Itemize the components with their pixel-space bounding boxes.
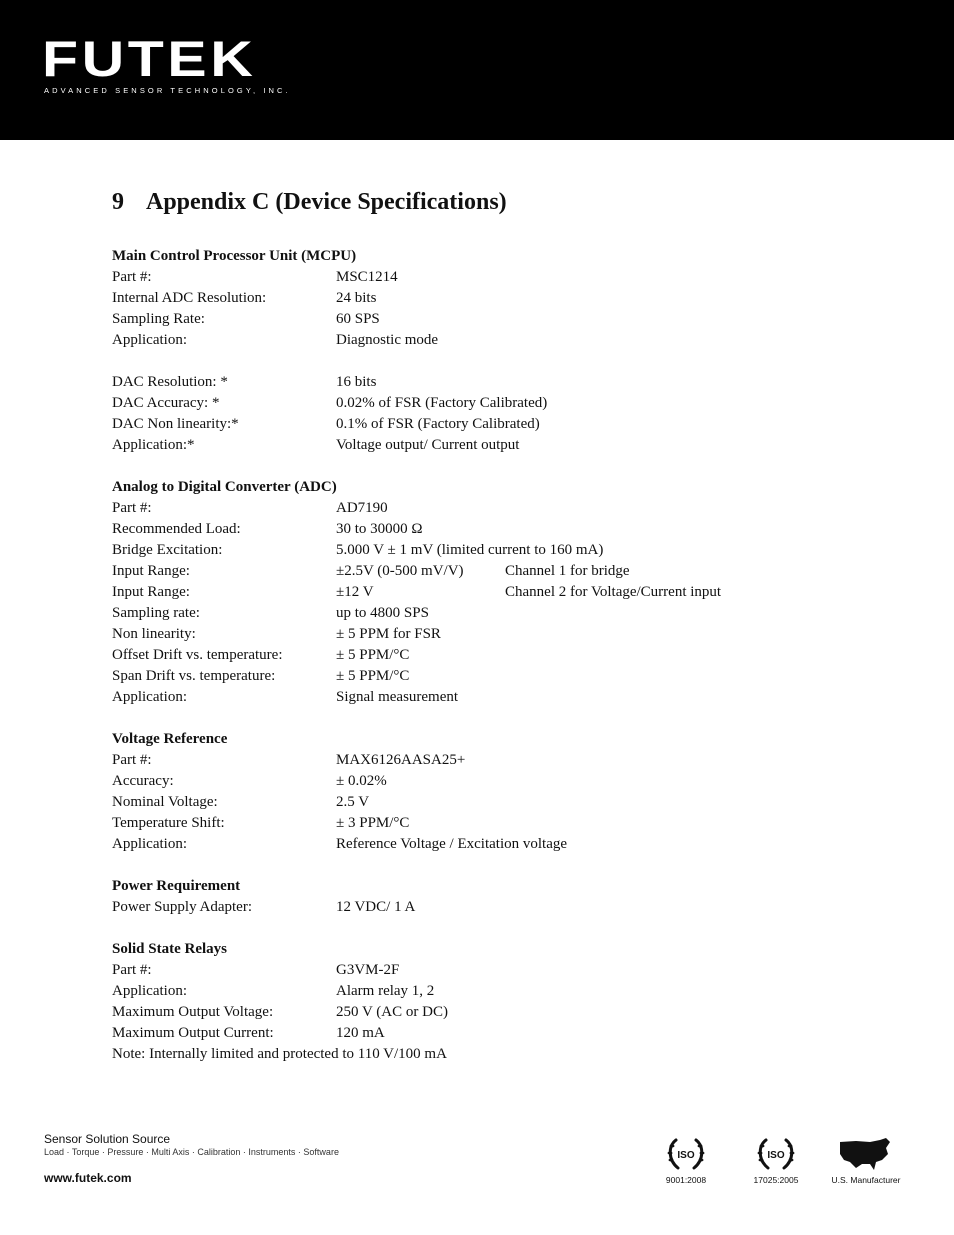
spec-list <box>112 246 832 1065</box>
section-heading: Voltage Reference <box>112 731 228 747</box>
iso-9001-badge <box>641 1134 731 1185</box>
cert-caption: 17025:2005 <box>753 1175 799 1185</box>
spec-row <box>112 960 832 981</box>
spec-label: DAC Non linearity:* <box>112 416 239 432</box>
section-spacer <box>112 456 832 477</box>
spec-row <box>112 267 832 288</box>
spec-value: 0.02% of FSR (Factory Calibrated) <box>336 395 548 411</box>
spec-row <box>112 1044 832 1065</box>
spec-label: Part #: <box>112 752 152 768</box>
spec-row <box>112 897 832 918</box>
spec-label: Internal ADC Resolution: <box>112 290 267 306</box>
spec-row <box>112 750 832 771</box>
footer-title: Sensor Solution Source <box>44 1132 171 1146</box>
spec-value: 24 bits <box>336 290 377 306</box>
spec-label: Part #: <box>112 500 152 516</box>
spec-label: Sampling Rate: <box>112 311 205 327</box>
section-heading: Main Control Processor Unit (MCPU) <box>112 248 357 264</box>
spec-row <box>112 1023 832 1044</box>
spec-row <box>112 981 832 1002</box>
section-heading: Analog to Digital Converter (ADC) <box>112 479 337 495</box>
spec-value: Reference Voltage / Excitation voltage <box>336 836 568 852</box>
spec-label: Nominal Voltage: <box>112 794 218 810</box>
spec-row <box>112 288 832 309</box>
spec-value: AD7190 <box>336 500 388 516</box>
spec-value: 120 mA <box>336 1025 385 1041</box>
spec-row <box>112 351 832 372</box>
spec-label: Recommended Load: <box>112 521 241 537</box>
spec-value: G3VM-2F <box>336 962 400 978</box>
page-title <box>112 188 507 217</box>
spec-value: 5.000 V ± 1 mV (limited current to 160 mA) <box>336 542 604 558</box>
spec-label: Application: <box>112 983 187 999</box>
spec-label: Power Supply Adapter: <box>112 899 252 915</box>
spec-value: 12 VDC/ 1 A <box>336 899 416 915</box>
spec-row <box>112 792 832 813</box>
spec-value: 0.1% of FSR (Factory Calibrated) <box>336 416 540 432</box>
spec-row <box>112 582 832 603</box>
spec-value: Voltage output/ Current output <box>336 437 520 453</box>
spec-value: ± 0.02% <box>336 773 387 789</box>
spec-label: DAC Accuracy: * <box>112 395 220 411</box>
spec-row <box>112 393 832 414</box>
spec-row <box>112 771 832 792</box>
spec-label: Application: <box>112 836 187 852</box>
spec-label: Offset Drift vs. temperature: <box>112 647 283 663</box>
spec-label: Non linearity: <box>112 626 196 642</box>
spec-label: Accuracy: <box>112 773 174 789</box>
iso-17025-badge <box>731 1134 821 1185</box>
us-manufacturer-badge <box>821 1134 911 1185</box>
spec-value: Signal measurement <box>336 689 459 705</box>
usa-map-icon <box>836 1134 896 1174</box>
spec-row <box>112 834 832 855</box>
spec-label: Note: Internally limited and protected to 110 V/100 mA <box>112 1046 447 1062</box>
spec-value: ± 3 PPM/°C <box>336 815 410 831</box>
iso-label: ISO <box>677 1150 695 1161</box>
spec-row <box>112 330 832 351</box>
spec-value: MAX6126AASA25+ <box>336 752 466 768</box>
spec-value: Diagnostic mode <box>336 332 439 348</box>
footer-subtitle: Load · Torque · Pressure · Multi Axis · Calibration · Instruments · Software <box>44 1147 339 1157</box>
spec-row <box>112 540 832 561</box>
laurel-icon <box>754 1134 798 1174</box>
spec-value: ±2.5V (0-500 mV/V) <box>336 563 464 579</box>
footer-url[interactable]: www.futek.com <box>44 1171 132 1185</box>
spec-value: up to 4800 SPS <box>336 605 429 621</box>
spec-value: Alarm relay 1, 2 <box>336 983 435 999</box>
spec-value: ±12 V <box>336 584 374 600</box>
futek-logo: FUTEK <box>42 31 257 87</box>
section-spacer <box>112 708 832 729</box>
spec-row <box>112 372 832 393</box>
spec-label: DAC Resolution: * <box>112 374 228 390</box>
spec-note: Channel 2 for Voltage/Current input <box>505 584 722 600</box>
spec-label: Temperature Shift: <box>112 815 225 831</box>
spec-label: Application: <box>112 332 187 348</box>
spec-row <box>112 519 832 540</box>
spec-value: 250 V (AC or DC) <box>336 1004 448 1020</box>
spec-label: Part #: <box>112 962 152 978</box>
spec-value: 16 bits <box>336 374 377 390</box>
spec-label: Sampling rate: <box>112 605 200 621</box>
spec-row <box>112 624 832 645</box>
spec-value: 60 SPS <box>336 311 380 327</box>
spec-row <box>112 435 832 456</box>
spec-row <box>112 687 832 708</box>
spec-value: ± 5 PPM for FSR <box>336 626 441 642</box>
cert-caption: 9001:2008 <box>665 1175 707 1185</box>
spec-row <box>112 645 832 666</box>
logo-tagline: ADVANCED SENSOR TECHNOLOGY, INC. <box>44 86 291 95</box>
section-title: Appendix C (Device Specifications) <box>146 189 507 215</box>
spec-row <box>112 1002 832 1023</box>
spec-row <box>112 498 832 519</box>
page-header <box>0 0 954 140</box>
spec-label: Maximum Output Voltage: <box>112 1004 274 1020</box>
spec-value: 30 to 30000 Ω <box>336 521 423 537</box>
spec-row <box>112 561 832 582</box>
spec-row <box>112 666 832 687</box>
spec-label: Part #: <box>112 269 152 285</box>
section-heading: Solid State Relays <box>112 941 228 957</box>
spec-row <box>112 414 832 435</box>
spec-value: MSC1214 <box>336 269 398 285</box>
spec-value: ± 5 PPM/°C <box>336 668 410 684</box>
section-heading: Power Requirement <box>112 878 241 894</box>
spec-label: Bridge Excitation: <box>112 542 223 558</box>
section-number: 9 <box>112 189 124 215</box>
spec-label: Application:* <box>112 437 195 453</box>
cert-caption: U.S. Manufacturer <box>831 1175 901 1185</box>
spec-label: Input Range: <box>112 584 190 600</box>
spec-label: Application: <box>112 689 187 705</box>
spec-row <box>112 603 832 624</box>
spec-row <box>112 309 832 330</box>
section-spacer <box>112 918 832 939</box>
spec-label: Input Range: <box>112 563 190 579</box>
iso-label: ISO <box>767 1150 785 1161</box>
spec-value: 2.5 V <box>336 794 370 810</box>
spec-note: Channel 1 for bridge <box>505 563 630 579</box>
spec-value: ± 5 PPM/°C <box>336 647 410 663</box>
spec-row <box>112 813 832 834</box>
spec-label: Maximum Output Current: <box>112 1025 274 1041</box>
section-spacer <box>112 855 832 876</box>
laurel-icon <box>664 1134 708 1174</box>
spec-label: Span Drift vs. temperature: <box>112 668 276 684</box>
